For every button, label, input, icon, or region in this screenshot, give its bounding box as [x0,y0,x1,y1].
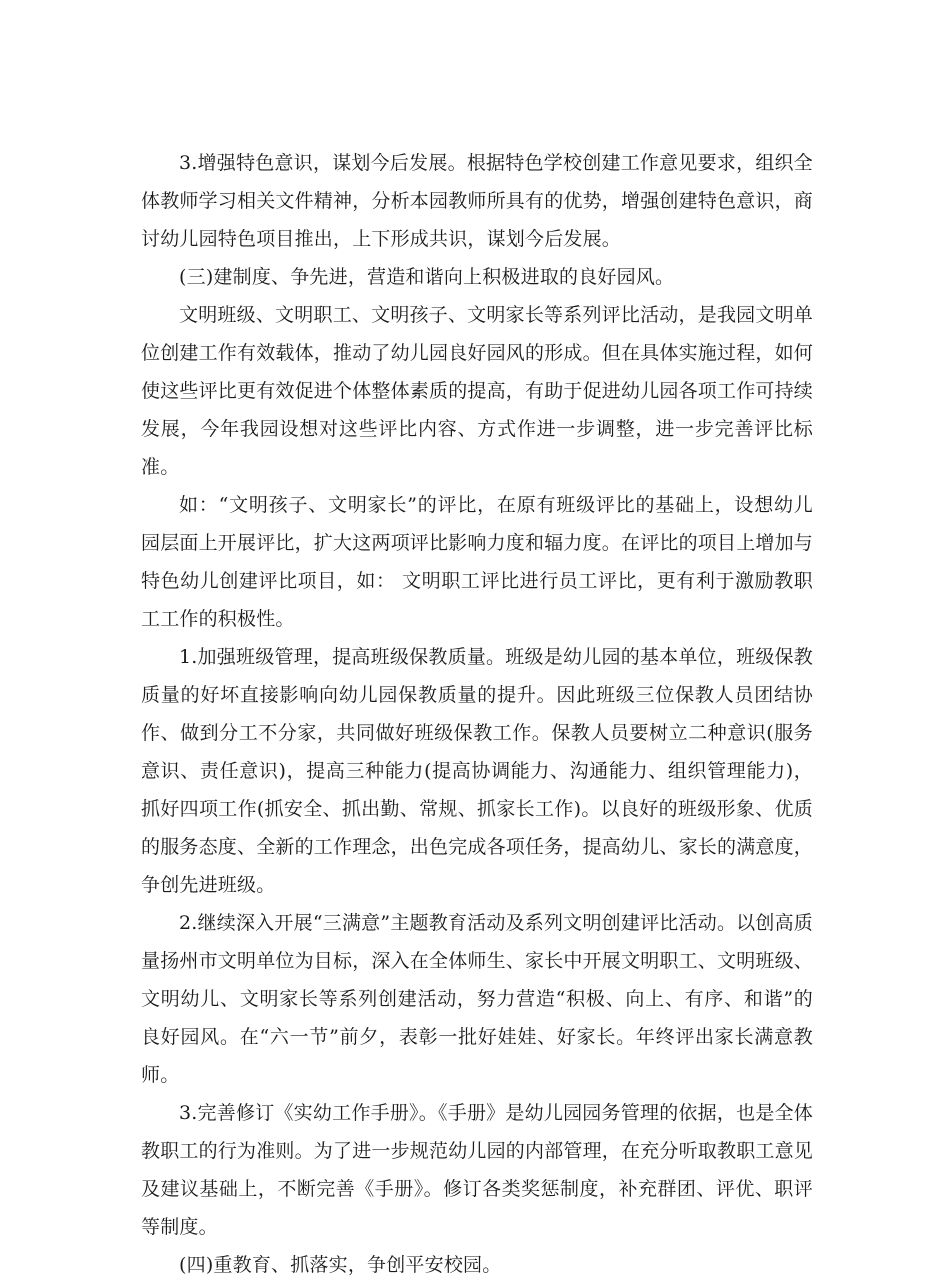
paragraph-1: 3.增强特色意识，谋划今后发展。根据特色学校创建工作意见要求，组织全体教师学习相关文件精神，分析本园教师所具有的优势，增强创建特色意识，商讨幼儿园特色项目推出，上下形成共识，谋划今后发展。 [141,152,814,250]
paragraph-3: 如：“文明孩子、文明家长”的评比，在原有班级评比的基础上，设想幼儿园层面上开展评比，扩大这两项评比影响力度和辐力度。在评比的项目上增加与特色幼儿创建评比项目，如： 文明职工评比进行员工评比，更有利于激励教职工工作的积极性。 [141,494,814,630]
paragraph-5: 2.继续深入开展“三满意”主题教育活动及系列文明创建评比活动。以创高质量扬州市文明单位为目标，深入在全体师生、家长中开展文明职工、文明班级、文明幼儿、文明家长等系列创建活动，努力营造“积极、向上、有序、和谐”的良好园风。在“六一节”前夕，表彰一批好娃娃、好家长。年终评出家长满意教师。 [141,912,814,1086]
paragraph-6: 3.完善修订《实幼工作手册》。《手册》是幼儿园园务管理的依据，也是全体教职工的行为准则。为了进一步规范幼儿园的内部管理，在充分听取教职工意见及建议基础上，不断完善《手册》。修订各类奖惩制度，补充群团、评优、职评等制度。 [141,1102,814,1238]
section-heading-3: (三)建制度、争先进，营造和谐向上积极进取的良好园风。 [179,266,675,288]
section-heading-4: (四)重教育、抓落实，争创平安校园。 [179,1254,502,1276]
paragraph-2: 文明班级、文明职工、文明孩子、文明家长等系列评比活动，是我园文明单位创建工作有效载体，推动了幼儿园良好园风的形成。但在具体实施过程，如何使这些评比更有效促进个体整体素质的提高，有助于促进幼儿园各项工作可持续发展，今年我园设想对这些评比内容、方式作进一步调整，进一步完善评比标准。 [141,304,814,478]
paragraph-4: 1.加强班级管理，提高班级保教质量。班级是幼儿园的基本单位，班级保教质量的好坏直接影响向幼儿园保教质量的提升。因此班级三位保教人员团结协作、做到分工不分家，共同做好班级保教工作。保教人员要树立二种意识(服务意识、责任意识)，提高三种能力(提高协调能力、沟通能力、组织管理能力)，抓好四项工作(抓安全、抓出勤、常规、抓家长工作)。以良好的班级形象、优质的服务态度、全新的工作理念，出色完成各项任务，提高幼儿、家长的满意度，争创先进班级。 [141,646,814,896]
document-body [141,144,813,1284]
